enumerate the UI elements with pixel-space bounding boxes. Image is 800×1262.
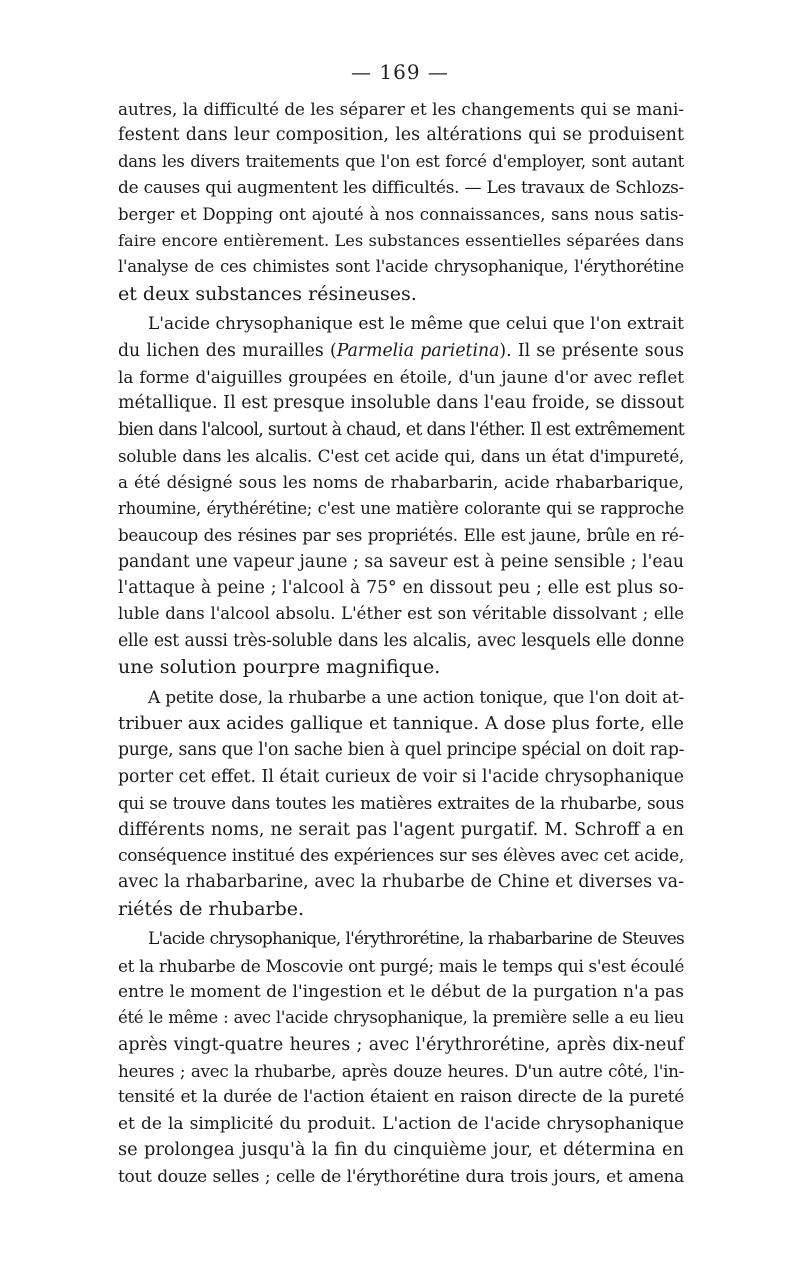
text-line: se prolongea jusqu'à la fin du cinquième jour, et détermina en xyxy=(118,1140,684,1161)
paragraph xyxy=(118,311,684,680)
text-line: pandant une vapeur jaune ; sa saveur est à peine sensible ; l'eau xyxy=(118,551,684,572)
text-line: faire encore entièrement. Les substances essentielles séparées dans xyxy=(118,230,684,250)
text-line: tribuer aux acides gallique et tannique. A dose plus forte, elle xyxy=(118,712,684,734)
text-line: après vingt-quatre heures ; avec l'érythrorétine, après dix-neuf xyxy=(118,1034,684,1055)
text-line: avec la rhabarbarine, avec la rhubarbe de Chine et diverses va- xyxy=(118,872,684,893)
text-line: l'attaque à peine ; l'alcool à 75° en dissout peu ; elle est plus so- xyxy=(118,578,684,599)
text-line: de causes qui augmentent les difficultés. — Les travaux de Schlozs- xyxy=(118,178,684,199)
text-line: qui se trouve dans toutes les matières extraites de la rhubarbe, sous xyxy=(118,793,684,814)
text-line: l'analyse de ces chimistes sont l'acide chrysophanique, l'érythorétine xyxy=(118,257,684,277)
text-line: rhoumine, érythérétine; c'est une matière colorante qui se rapproche xyxy=(118,498,684,518)
text-line: riétés de rhubarbe. xyxy=(118,897,305,920)
text-line: elle est aussi très-soluble dans les alcalis, avec lesquels elle donne xyxy=(118,630,684,651)
text-line: A petite dose, la rhubarbe a une action tonique, que l'on doit at- xyxy=(148,687,684,708)
page-number: — 169 — xyxy=(351,60,449,84)
text-line: conséquence institué des expériences sur ses élèves avec cet acide, xyxy=(118,845,684,866)
text-line: beaucoup des résines par ses propriétés. Elle est jaune, brûle en ré- xyxy=(118,525,684,546)
text-line: tout douze selles ; celle de l'érythorétine dura trois jours, et amena xyxy=(118,1166,684,1187)
text-line: tensité et la durée de l'action étaient en raison directe de la pureté xyxy=(118,1087,684,1108)
text-line: a été désigné sous les noms de rhabarbarin, acide rhabarbarique, xyxy=(118,472,684,493)
paragraph xyxy=(118,685,684,923)
text-line: une solution pourpre magnifique. xyxy=(118,656,441,679)
latin-name: Parmelia parietina xyxy=(336,340,500,361)
text-line: et deux substances résineuses. xyxy=(118,282,417,305)
text-line: L'acide chrysophanique, l'érythrorétine, la rhabarbarine de Steuves xyxy=(148,929,684,950)
text-line: différents noms, ne serait pas l'agent purgatif. M. Schroff a en xyxy=(118,819,684,840)
text-line: bien dans l'alcool, surtout à chaud, et dans l'éther. Il est extrêmement xyxy=(118,419,684,440)
page-body xyxy=(118,96,684,1190)
text-line: et la rhubarbe de Moscovie ont purgé; mais le temps qui s'est écoulé xyxy=(118,955,685,976)
text-line: festent dans leur composition, les altérations qui se produisent xyxy=(118,125,684,146)
text-line: autres, la difficulté de les séparer et les changements qui se mani- xyxy=(118,99,684,119)
text-line: métallique. Il est presque insoluble dans l'eau froide, se dissout xyxy=(118,393,685,414)
text-line: berger et Dopping ont ajouté à nos connaissances, sans nous satis- xyxy=(118,204,684,224)
paragraph xyxy=(118,926,684,1190)
text-line: purge, sans que l'on sache bien à quel principe spécial on doit rap- xyxy=(118,740,685,761)
text-line: soluble dans les alcalis. C'est cet acide qui, dans un état d'impureté, xyxy=(118,446,684,467)
text-line: porter cet effet. Il était curieux de voir si l'acide chrysophanique xyxy=(118,766,684,787)
text-line: la forme d'aiguilles groupées en étoile, d'un jaune d'or avec reflet xyxy=(118,366,684,387)
paragraph xyxy=(118,96,684,307)
text-line: heures ; avec la rhubarbe, après douze heures. D'un autre côté, l'in- xyxy=(118,1061,684,1082)
text-line: dans les divers traitements que l'on est forcé d'employer, sont autant xyxy=(118,151,684,171)
text-line: et de la simplicité du produit. L'action de l'acide chrysophanique xyxy=(118,1113,684,1134)
text-line: été le même : avec l'acide chrysophanique, la première selle a eu lieu xyxy=(118,1008,684,1028)
text-line: luble dans l'alcool absolu. L'éther est son véritable dissolvant ; elle xyxy=(118,604,684,624)
text-line: L'acide chrysophanique est le même que celui que l'on extrait xyxy=(148,314,684,335)
text-line: du lichen des murailles (Parmelia parietina). Il se présente sous xyxy=(118,340,684,361)
text-line: entre le moment de l'ingestion et le début de la purgation n'a pas xyxy=(118,981,684,1002)
